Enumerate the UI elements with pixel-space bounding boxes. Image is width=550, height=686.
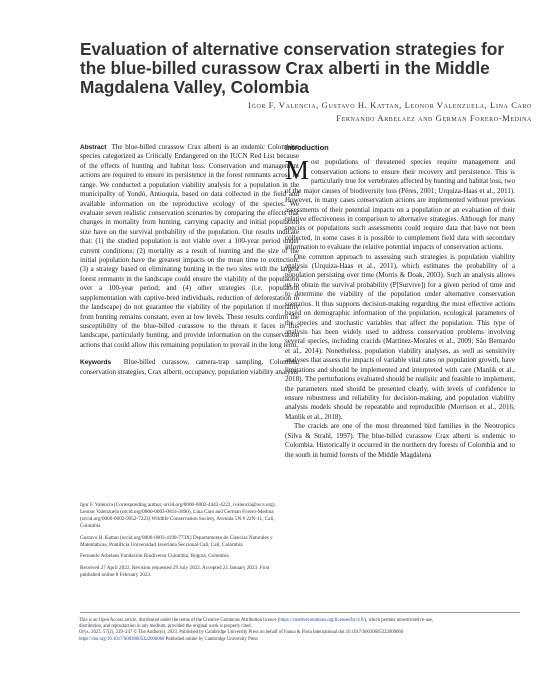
- license-line: This is an Open Access article, distributed under the terms of the Creative Commons Attribution licence (https://creativecommons.org/licenses/by/4.0/), which permits unrestricted re-use,: [79, 618, 434, 623]
- license-line-2: distribution, and reproduction in any medium, provided the original work is properly cited.: [79, 624, 252, 630]
- intro-paragraph-3: The cracids are one of the most threatened bird families in the Neotropics (Silva & Strahl, 1997). The blue-billed curassow Crax alberti is endemic to Colombia. Historically it occurred in the northern dry forests of Colombia and to the south in humid forests of the Middle Magdalena: [285, 422, 515, 459]
- keywords-label: Keywords: [80, 359, 112, 367]
- footer-divider: [80, 612, 520, 613]
- abstract-text: The blue-billed curassow Crax alberti is an endemic Colombian species categorized as Critically Endangered on the IUCN Red List because of the effects of hunting and habitat loss. Conservation and management actions are required to ensure its persistence in the forest remnants across its range. We conducted a population viability analysis for a population in the municipality of Yondó, Antioquia, based on data collected in the field and available information on the reproductive ecology of the species. We evaluate seven realistic conservation scenarios by comparing the effects that changes in mortality from hunting, carrying capacity and initial population size have on the survival probability of the population. Our results indicate that: (1) the studied population is not viable over a 100-year period under current conditions; (2) mortality as a result of hunting and the size of the initial population have the greatest impacts on the mean time to extinction; (3) a strategy based on eliminating hunting in the two sites with the largest forest remnants in the landscape could ensure the viability of the population over a 100-year period; and (4) other strategies (i.e. population supplementation with captive-bred individuals, reduction of deforestation in the landscape) do not guarantee the viability of the population if mortality from hunting remains constant, even at low levels. These results confirm the susceptibility of the blue-billed curassow to the threats it faces in this landscape, particularly hunting, and provide information on the conservation actions that could allow this remaining population to prevail in the long term.: [80, 143, 299, 349]
- affiliation-3: Fernando Arbelaez Fundación Biodiversa Colombia, Bogotá, Colombia: [80, 553, 229, 559]
- keywords: [80, 358, 299, 377]
- keywords-text: Blue-billed curassow, camera-trap sampling, Colombia, conservation strategies, Crax alberti, occupancy, population viability analysis: [80, 358, 300, 376]
- authors-line-2: Fernando Arbelaez and German Forero-Medina: [336, 112, 532, 123]
- affiliation-1: Igor F. Valencia (Corresponding author, orcid.org/0000-0002-4442-4222, ivalencia@wcs.org), Leonor Valenzuela (orcid.org/0000-0003-0814-3890), Lina Caro and German Forero-Medina (orcid.org/0000-0002-9952-7223) Wildlife Conservation Society, Avenida 5N # 22N-11, Cali, Colombia: [80, 502, 276, 529]
- license-footer: [79, 618, 519, 643]
- author-list: [80, 99, 532, 124]
- affiliations: [80, 502, 280, 583]
- license-link[interactable]: https://creativecommons.org/licenses/by/4.0/: [279, 618, 365, 623]
- citation-line: Oryx, 2023, 57(2), 239–247 © The Author(s), 2023. Published by Cambridge University Press on behalf of Fauna & Flora International doi:10.1017/S0030605322000060: [79, 630, 404, 636]
- abstract-column: [80, 143, 299, 377]
- doi-link[interactable]: https://doi.org/10.1017/S0030605322000060: [79, 636, 165, 642]
- paper-title: Evaluation of alternative conservation strategies for the blue-billed curassow Crax alberti in the Middle Magdalena Valley, Colombia: [80, 39, 505, 97]
- affiliation-2: Gustavo H. Kattan (orcid.org/0000-0003-4198-773X) Departamento de Ciencias Naturales y Matemáticas, Pontificia Universidad Javeriana Seccional Cali, Cali, Colombia: [80, 534, 273, 548]
- abstract-label: Abstract: [80, 144, 107, 151]
- section-heading: Introduction: [285, 143, 329, 152]
- intro-paragraph-2: One common approach to assessing such strategies is population viability analysis (Urquiza-Haas et al., 2011), which estimates the probability of a population persisting over time (Morris & Doak, 2003). Such an analysis allows us to obtain the survival probability (P[Survive]) for a given period of time and to determine the viability of the population under alternative conservation scenarios. It thus supports decision-making regarding the most effective actions based on demographic information of the population, ecological parameters of the species and stochastic variables that affect the population. This type of analysis has been widely used to address conservation problems involving several species, including cracids (Martínez-Morales et al., 2009; São Bernardo et al., 2014). Nonetheless, population viability analyses, as well as sensitivity analyses that assess the impacts of variable vital rates on population growth, have limitations and should be implemented and interpreted with care (Manlik et al., 2018). The perturbations evaluated should be realistic and feasible to implement, the parameters used should be presented clearly, with levels of confidence to ensure robustness and reliability for decision-making, and population viability analysis models should be repeatable and reproducible (Morrison et al., 2016; Manlik et al., 2018).: [285, 252, 515, 421]
- introduction-column: [285, 143, 515, 460]
- authors-line-1: Igor F. Valencia, Gustavo H. Kattan, Leonor Valenzuela, Lina Caro: [248, 100, 532, 110]
- drop-cap: M: [285, 155, 310, 186]
- received-dates: Received 27 April 2022. Revision requested 29 July 2022. Accepted 25 January 2023. First published online 8 February 2023.: [80, 564, 270, 578]
- abstract: [80, 143, 299, 350]
- intro-paragraph-1: Most populations of threatened species require management and conservation actions to ensure their recovery and persistence. This is particularly true for vertebrates affected by hunting and habitat loss, two of the major causes of biodiversity loss (Péres, 2001; Urquiza-Haas et al., 2011). However, in many cases conservation actions are implemented without previous assessments of their potential impacts on a population or an evaluation of their relative effectiveness in comparison to alternative strategies. Although for many species or populations such assessments could require data that have not been collected, in some cases it is possible to complement field data with secondary information to evaluate the relative potential impacts of conservation actions.: [285, 155, 515, 252]
- doi-line: https://doi.org/10.1017/S0030605322000060 Published online by Cambridge University Press: [79, 636, 259, 642]
